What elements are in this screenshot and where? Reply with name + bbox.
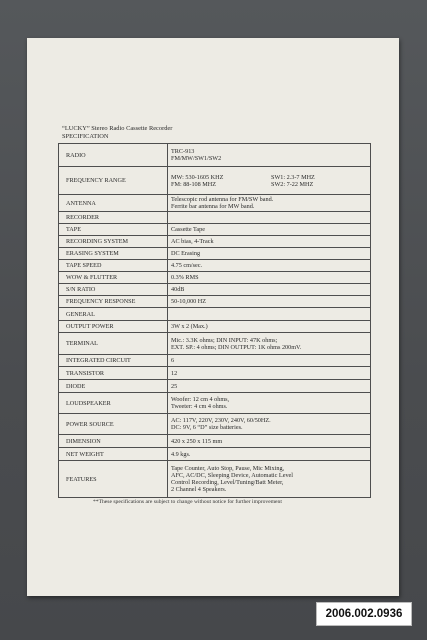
value-line: DC: 9V, 6 “D” size batteries.	[171, 424, 243, 431]
row-label: NET WEIGHT	[59, 448, 168, 461]
row-value: 25	[168, 380, 371, 393]
row-label: ERASING SYSTEM	[59, 248, 168, 260]
value-line: Tweeter: 4 cm 4 ohms.	[171, 403, 228, 410]
row-label: RECORDER	[59, 212, 168, 224]
table-row	[59, 236, 371, 248]
row-label: FREQUENCY RESPONSE	[59, 296, 168, 308]
row-value: 50-10,000 HZ	[168, 296, 371, 308]
row-label: S/N RATIO	[59, 284, 168, 296]
value-line: EXT. SP.: 4 ohms; DIN OUTPUT: 1K ohms 200mV.	[171, 343, 302, 351]
value-cell: FM: 88-108 MHZ	[171, 180, 217, 188]
table-row	[59, 367, 371, 380]
row-label: FREQUENCY RANGE	[59, 167, 168, 195]
row-value	[168, 212, 371, 224]
sheet-heading	[62, 125, 172, 141]
row-value: 6	[168, 355, 371, 367]
table-row	[59, 212, 371, 224]
table-row	[59, 321, 371, 333]
row-value	[168, 167, 371, 195]
table-row	[59, 284, 371, 296]
row-label: POWER SOURCE	[59, 414, 168, 435]
value-line: Tape Counter, Auto Stop, Pause, Mic Mixing,	[171, 465, 285, 472]
row-value: 420 x 250 x 115 mm	[168, 435, 371, 448]
table-row	[59, 461, 371, 498]
row-value	[168, 195, 371, 212]
row-value: 0.3% RMS	[168, 272, 371, 284]
value-cell: SW1: 2.3-7 MHZ	[271, 173, 315, 181]
accession-number-label: 2006.002.0936	[316, 602, 412, 626]
value-line: Mic.: 3.3K ohms; DIN INPUT: 47K ohms;	[171, 336, 278, 344]
row-value: DC Erasing	[168, 248, 371, 260]
row-value: 40dB	[168, 284, 371, 296]
row-label: TAPE SPEED	[59, 260, 168, 272]
row-value	[168, 393, 371, 414]
value-line: Control Recording, Level/Tuning/Batt Meter,	[171, 479, 284, 486]
row-label: OUTPUT POWER	[59, 321, 168, 333]
row-label: ANTENNA	[59, 195, 168, 212]
table-row	[59, 414, 371, 435]
product-title: “LUCKY” Stereo Radio Cassette Recorder	[62, 125, 173, 132]
table-row	[59, 448, 371, 461]
section-title: SPECIFICATION	[62, 133, 109, 140]
spec-table	[58, 143, 371, 498]
table-row	[59, 308, 371, 321]
table-row	[59, 195, 371, 212]
value-line: AC: 117V, 220V, 230V, 240V, 60/50HZ.	[171, 417, 271, 424]
value-cell: MW: 530-1605 KHZ	[171, 173, 224, 181]
row-value: 12	[168, 367, 371, 380]
row-label: DIODE	[59, 380, 168, 393]
row-label: WOW & FLUTTER	[59, 272, 168, 284]
row-value	[168, 144, 371, 167]
row-label: TERMINAL	[59, 333, 168, 355]
row-value: 4.9 kgs.	[168, 448, 371, 461]
table-row	[59, 144, 371, 167]
value-line: FM/MW/SW1/SW2	[171, 155, 222, 162]
table-row	[59, 260, 371, 272]
value-line: Woofer: 12 cm 4 ohms,	[171, 396, 230, 403]
row-value	[168, 333, 371, 355]
row-label: RECORDING SYSTEM	[59, 236, 168, 248]
value-line: AFC, AC/DC, Sleeping Device, Automatic Level	[171, 472, 294, 479]
row-value: AC bias, 4-Track	[168, 236, 371, 248]
row-label: TRANSISTOR	[59, 367, 168, 380]
row-value: 4.75 cm/sec.	[168, 260, 371, 272]
value-line: Telescopic rod antenna for FM/SW band.	[171, 196, 274, 203]
value-line	[171, 174, 367, 181]
table-row	[59, 272, 371, 284]
table-row	[59, 435, 371, 448]
row-label: FEATURES	[59, 461, 168, 498]
value-line: TRC-913	[171, 148, 195, 155]
row-label: RADIO	[59, 144, 168, 167]
value-cell: SW2: 7-22 MHZ	[271, 180, 314, 188]
table-row	[59, 333, 371, 355]
row-label: DIMENSION	[59, 435, 168, 448]
value-line: Ferrite bar antenna for MW band.	[171, 203, 255, 210]
value-line: 2 Channel 4 Speakers.	[171, 486, 227, 493]
row-value	[168, 308, 371, 321]
table-row	[59, 296, 371, 308]
row-value	[168, 461, 371, 498]
row-value: 3W x 2 (Max.)	[168, 321, 371, 333]
table-row	[59, 248, 371, 260]
value-line	[171, 181, 367, 188]
table-row	[59, 355, 371, 367]
table-row	[59, 224, 371, 236]
row-label: GENERAL	[59, 308, 168, 321]
table-row	[59, 393, 371, 414]
row-value: Cassette Tape	[168, 224, 371, 236]
table-row	[59, 167, 371, 195]
row-label: TAPE	[59, 224, 168, 236]
row-label: INTEGRATED CIRCUIT	[59, 355, 168, 367]
row-value	[168, 414, 371, 435]
disclaimer-footnote: **These specifications are subject to change without notice for further improvement	[93, 499, 282, 505]
table-row	[59, 380, 371, 393]
row-label: LOUDSPEAKER	[59, 393, 168, 414]
